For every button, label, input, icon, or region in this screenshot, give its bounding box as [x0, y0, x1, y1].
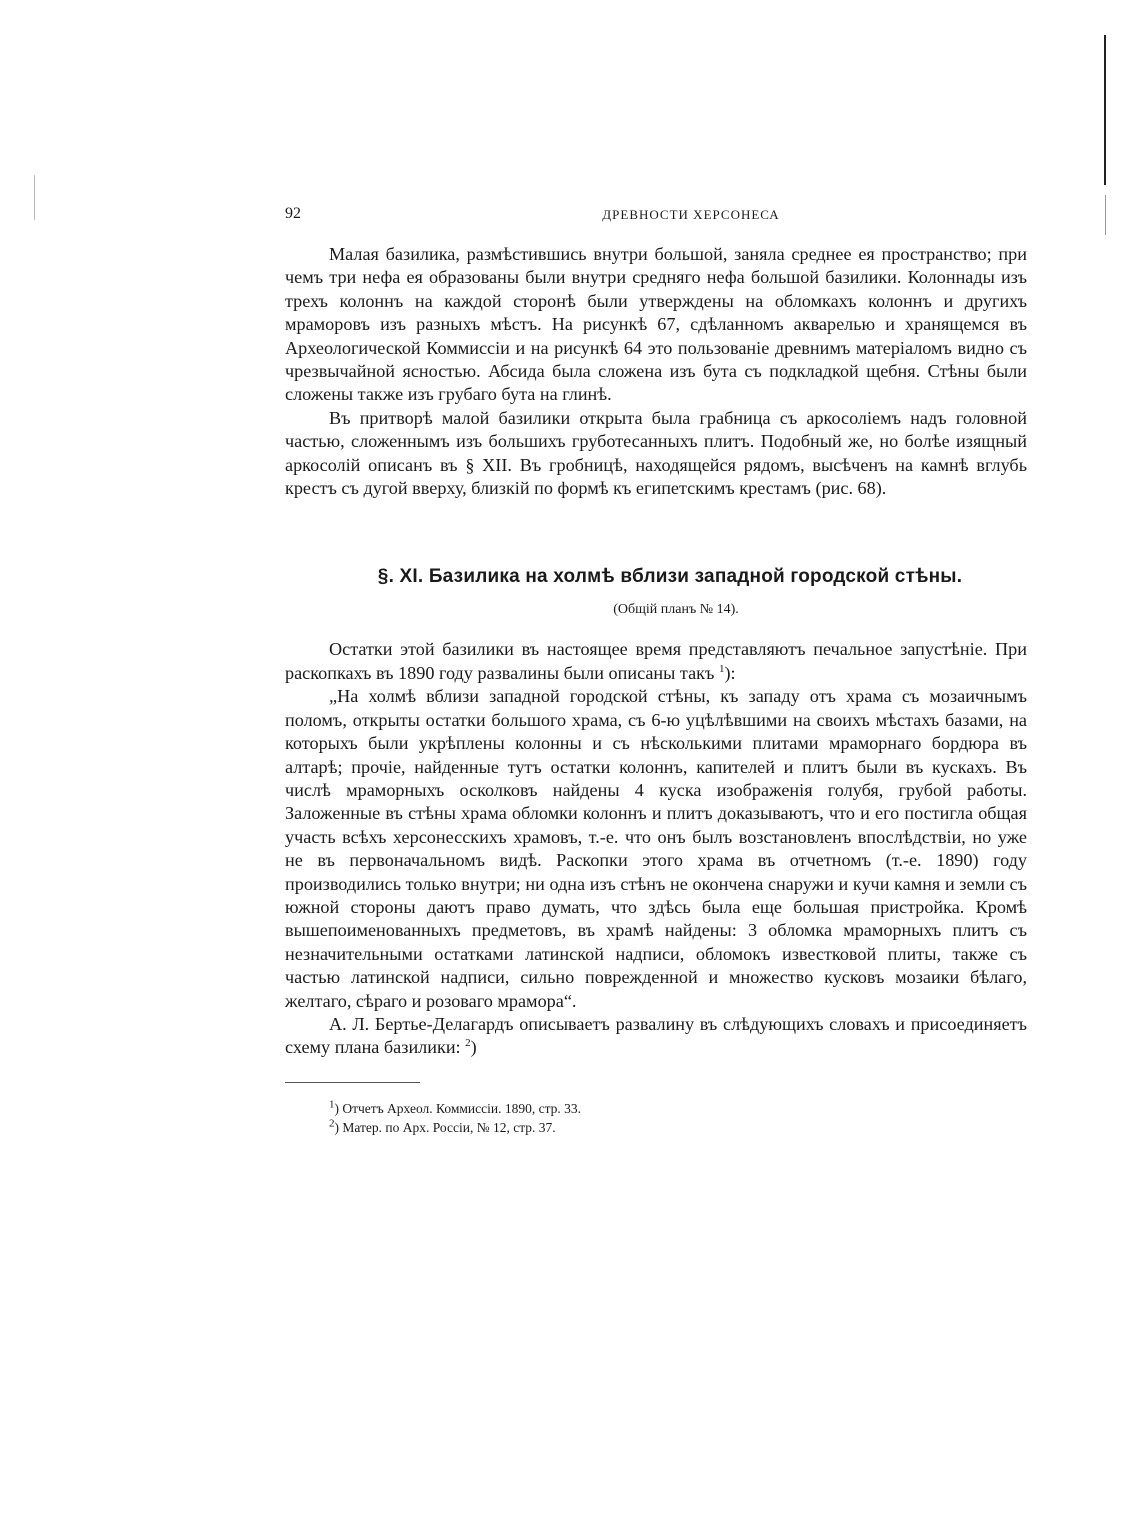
scan-edge-mark-lower [1105, 195, 1106, 235]
scan-left-mark [34, 175, 35, 220]
section-title: §. XI. Базилика на холмѣ вблизи западной городской стѣны. [377, 566, 963, 588]
footnote-text: ) Матер. по Арх. Россіи, № 12, стр. 37. [334, 1119, 556, 1135]
page-number: 92 [285, 205, 301, 222]
footnote [329, 1099, 1027, 1118]
paragraph-tail: ) [470, 1037, 477, 1058]
paragraph: Малая базилика, размѣстившись внутри большой, заняла среднее ея пространство; при чемъ три нефа ея образованы были внутри средняго нефа большой базилики. Колоннады изъ трехъ колоннъ на каждой сторонѣ были утверждены на обломкахъ колоннъ и другихъ мраморовъ изъ разныхъ мѣстъ. На рисункѣ 67, сдѣланномъ акварелью и хранящемся въ Археологической Коммиссіи и на рисункѣ 64 это пользованіе древнимъ матеріаломъ видно съ чрезвычайной ясностью. Абсида была сложена изъ бута съ подкладкой щебня. Стѣны были сложены также изъ грубаго бута на глинѣ. [285, 244, 1027, 405]
running-head [285, 205, 1027, 229]
scan-edge-mark [1104, 35, 1106, 185]
footnote-mark: 1 [329, 1098, 335, 1111]
running-title: ДРЕВНОСТИ ХЕРСОНЕСА [602, 207, 780, 222]
footnote-mark: 2 [329, 1117, 335, 1130]
footnote-text: ) Отчетъ Археол. Коммиссіи. 1890, стр. 33. [334, 1100, 582, 1116]
paragraph [285, 685, 1027, 1013]
paragraph-text: Остатки этой базилики въ настоящее время представляютъ печальное запустѣніе. При раскопкахъ въ 1890 году развалины были описаны такъ [285, 639, 1027, 683]
paragraph: Въ притворѣ малой базилики открыта была грабница съ аркосоліемъ надъ головной частью, сложеннымъ изъ большихъ груботесанныхъ плитъ. Подобный же, но болѣе изящный аркосолій описанъ въ § XII. Въ гробницѣ, находящейся рядомъ, высѣченъ на камнѣ вглубь крестъ съ дугой вверху, близкій по формѣ къ египетскимъ крестамъ (рис. 68). [285, 407, 1027, 499]
paragraph-text: „На холмѣ вблизи западной городской стѣны, къ западу отъ храма съ мозаичнымъ поломъ, открыты остатки большого храма, съ 6-ю уцѣлѣвшими на своихъ мѣстахъ базами, на которыхъ были укрѣплены колонны и съ нѣсколькими плитами мраморнаго бордюра въ алтарѣ; прочіе, найденные тутъ остатки колоннъ, капителей и плитъ были въ кускахъ. Въ числѣ мраморныхъ осколковъ найдены 4 куска изображенія голубя, грубой работы. Заложенные въ стѣны храма обломки колоннъ и плитъ доказываютъ, что и его постигла общая участь всѣхъ херсонесскихъ храмовъ, т.-е. что онъ былъ возстановленъ впослѣдствіи, но уже не въ первоначальномъ видѣ. Раскопки этого храма въ отчетномъ (т.-е. 1890) году производились только внутри; ни одна изъ стѣнъ не окончена снаружи и кучи камня и земли съ южной стороны даютъ право думать, что здѣсь была еще большая пристройка. Кромѣ вышепоименованныхъ предметовъ, въ храмѣ найдены: 3 обломка мраморныхъ плитъ съ незначительными остатками латинской надписи, обломокъ известковой плиты, также съ частью латинской надписи, сильно поврежденной и множество кусковъ мозаики бѣлаго, желтаго, сѣраго и розоваго мрамора“. [285, 686, 1027, 1011]
paragraph-text: А. Л. Бертье-Делагардъ описываетъ развалину въ слѣдующихъ словахъ и присоединяетъ схему плана базилики: [285, 1013, 1027, 1058]
section-subtitle: (Общій планъ № 14). [613, 602, 739, 618]
book-page [285, 205, 1027, 1137]
footnotes [285, 1099, 1027, 1137]
footnote [329, 1118, 1027, 1137]
footnote-ref[interactable]: 1 [718, 662, 725, 675]
paragraph [285, 1013, 1027, 1060]
body-text-top [285, 243, 1027, 500]
paragraph [285, 638, 1027, 685]
paragraph-tail: ): [724, 662, 736, 683]
footnote-rule [285, 1082, 420, 1083]
footnote-ref[interactable]: 2 [465, 1037, 471, 1050]
body-text-bottom [285, 638, 1027, 1059]
